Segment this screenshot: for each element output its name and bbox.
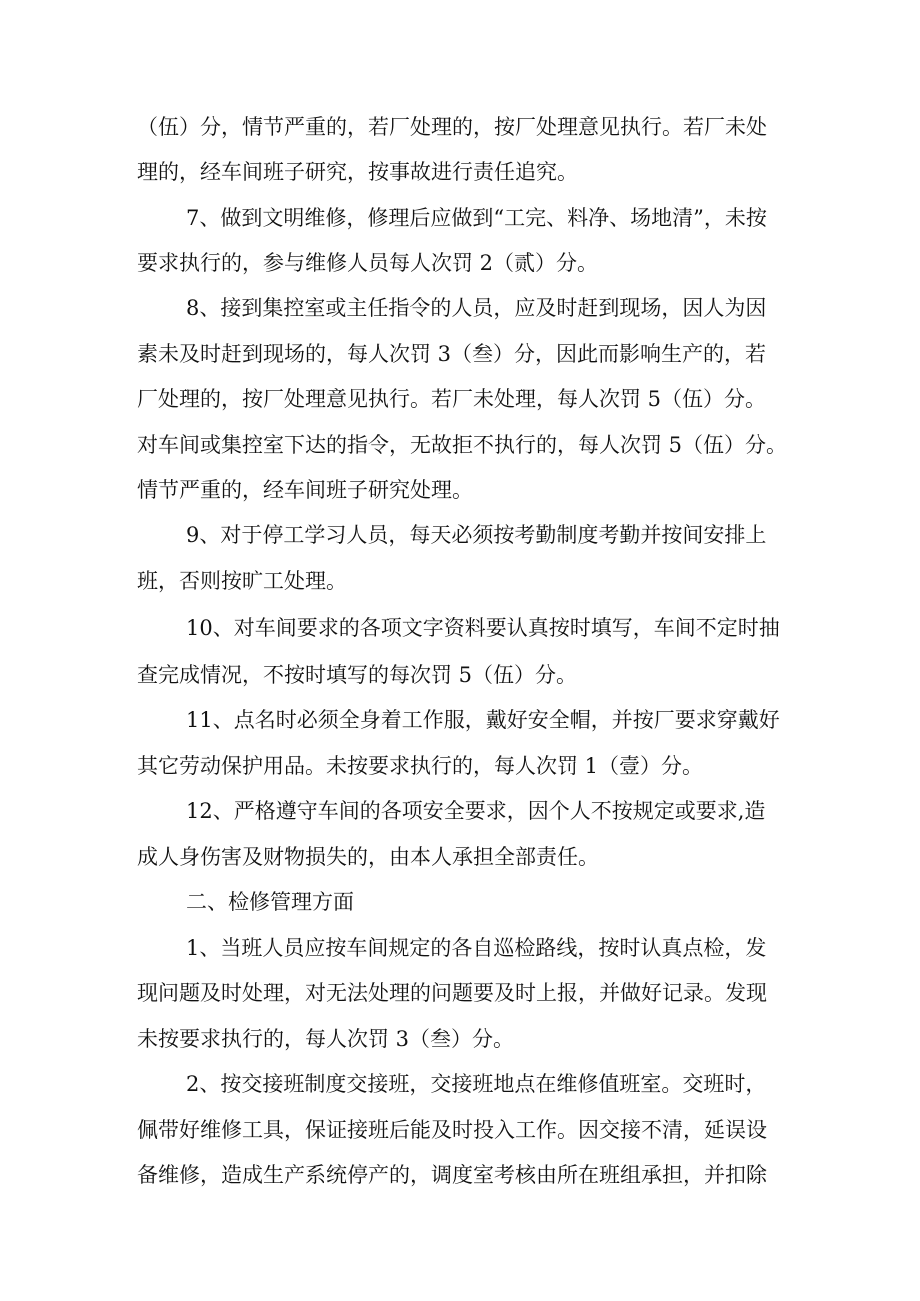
text-line: 素未及时赶到现场的，每人次罚 3（叁）分，因此而影响生产的，若: [137, 342, 767, 366]
text-line: 备维修，造成生产系统停产的，调度室考核由所在班组承担，并扣除: [137, 1163, 767, 1187]
text-line: 8、接到集控室或主任指令的人员，应及时赶到现场，因人为因: [186, 296, 767, 320]
text-line: （伍）分，情节严重的，若厂处理的，按厂处理意见执行。若厂未处: [137, 115, 767, 139]
text-line: 要求执行的，参与维修人员每人次罚 2（贰）分。: [137, 251, 599, 275]
section-heading: 二、检修管理方面: [186, 890, 354, 914]
text-line: 1、当班人员应按车间规定的各自巡检路线，按时认真点检，发: [186, 936, 767, 960]
text-line: 12、严格遵守车间的各项安全要求，因个人不按规定或要求,造: [186, 799, 766, 823]
text-line: 厂处理的，按厂处理意见执行。若厂未处理，每人次罚 5（伍）分。: [137, 387, 767, 411]
text-line: 其它劳动保护用品。未按要求执行的，每人次罚 1（壹）分。: [137, 754, 704, 778]
text-line: 11、点名时必须全身着工作服，戴好安全帽，并按厂要求穿戴好: [186, 708, 780, 732]
text-line: 10、对车间要求的各项文字资料要认真按时填写，车间不定时抽: [186, 616, 780, 640]
text-line: 成人身伤害及财物损失的，由本人承担全部责任。: [137, 845, 599, 869]
text-line: 未按要求执行的，每人次罚 3（叁）分。: [137, 1027, 515, 1051]
text-line: 佩带好维修工具，保证接班后能及时投入工作。因交接不清，延误设: [137, 1118, 767, 1142]
text-line: 班，否则按旷工处理。: [137, 569, 347, 593]
text-line: 2、按交接班制度交接班，交接班地点在维修值班室。交班时，: [186, 1072, 767, 1096]
text-line: 情节严重的，经车间班子研究处理。: [137, 478, 473, 502]
text-line: 理的，经车间班子研究，按事故进行责任追究。: [137, 160, 578, 184]
text-line: 9、对于停工学习人员，每天必须按考勤制度考勤并按间安排上: [186, 523, 767, 547]
text-line: 对车间或集控室下达的指令，无故拒不执行的，每人次罚 5（伍）分。: [137, 433, 788, 457]
text-line: 7、做到文明维修，修理后应做到“工完、料净、场地清”，未按: [186, 206, 767, 230]
text-line: 查完成情况，不按时填写的每次罚 5（伍）分。: [137, 663, 578, 687]
text-line: 现问题及时处理，对无法处理的问题要及时上报，并做好记录。发现: [137, 981, 767, 1005]
